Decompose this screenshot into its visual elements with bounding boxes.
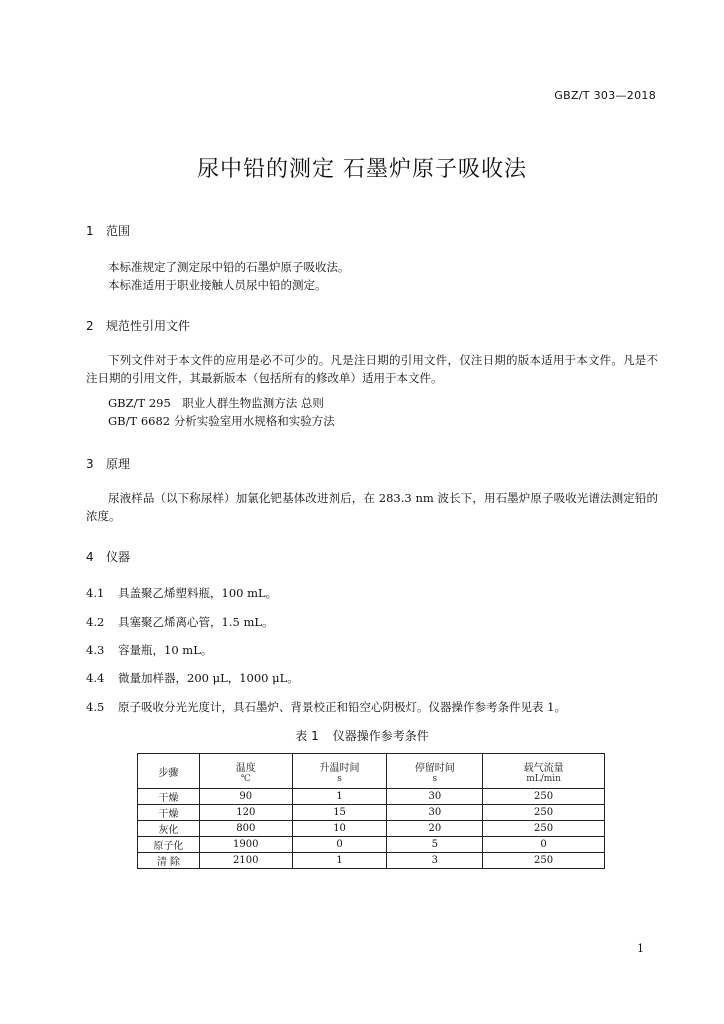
column-unit: s	[337, 773, 342, 784]
instrument-item	[86, 670, 299, 686]
table-cell: 20	[387, 821, 483, 837]
table-row	[138, 837, 605, 853]
table-cell: 1	[292, 853, 387, 869]
section-title: 范围	[106, 224, 131, 238]
item-number: 4.4	[86, 671, 105, 685]
instrument-item	[86, 699, 566, 715]
table-cell: 干燥	[138, 789, 200, 805]
normative-references-paragraph: 下列文件对于本文件的应用是必不可少的。凡是注日期的引用文件，仅注日期的版本适用于本文件。凡是不注日期的引用文件，其最新版本（包括所有的修改单）适用于本文件。	[86, 353, 658, 385]
section-title: 原理	[106, 457, 131, 471]
item-number: 4.5	[86, 700, 105, 714]
item-text: 具盖聚乙烯塑料瓶，100 mL。	[118, 586, 278, 600]
scope-line-1: 本标准规定了测定尿中铅的石墨炉原子吸收法。	[108, 260, 350, 274]
section-number: 1	[86, 224, 94, 238]
instrument-conditions-table	[137, 753, 605, 869]
instrument-item	[86, 585, 277, 601]
item-number: 4.2	[86, 615, 105, 629]
column-header	[138, 754, 200, 789]
section-title: 仪器	[106, 550, 131, 564]
table-cell: 0	[292, 837, 387, 853]
table-cell: 干燥	[138, 805, 200, 821]
table-cell: 3	[387, 853, 483, 869]
section-3-heading	[86, 455, 130, 472]
column-unit: s	[432, 773, 438, 784]
column-unit: ℃	[240, 773, 251, 784]
table-cell: 清 除	[138, 853, 200, 869]
table-cell: 原子化	[138, 837, 200, 853]
reference-item-1: GBZ/T 295 职业人群生物监测方法 总则	[108, 396, 324, 410]
table-cell: 1900	[199, 837, 292, 853]
column-header	[483, 754, 605, 789]
table-row	[138, 789, 605, 805]
table-cell: 250	[483, 853, 605, 869]
reference-item-2: GB/T 6682 分析实验室用水规格和实验方法	[108, 414, 335, 428]
column-label: 载气流量	[523, 762, 564, 774]
table-caption-text: 仪器操作参考条件	[332, 729, 429, 743]
table-header-row	[138, 754, 605, 789]
instrument-item	[86, 642, 212, 658]
item-number: 4.3	[86, 643, 105, 657]
item-number: 4.1	[86, 586, 105, 600]
page-number: 1	[637, 942, 644, 955]
table-cell: 250	[483, 805, 605, 821]
item-text: 具塞聚乙烯离心管，1.5 mL。	[118, 615, 274, 629]
table-caption	[0, 727, 724, 744]
table-cell: 2100	[199, 853, 292, 869]
table-cell: 800	[199, 821, 292, 837]
table-row	[138, 821, 605, 837]
table-cell: 10	[292, 821, 387, 837]
standard-code: GBZ/T 303—2018	[554, 89, 656, 102]
section-2-heading	[86, 317, 190, 334]
section-number: 2	[86, 319, 94, 333]
table-cell: 250	[483, 789, 605, 805]
table-cell: 5	[387, 837, 483, 853]
table-cell: 30	[387, 805, 483, 821]
section-number: 3	[86, 457, 94, 471]
column-label: 停留时间	[414, 762, 455, 774]
column-unit: mL/min	[526, 773, 561, 784]
table-cell: 灰化	[138, 821, 200, 837]
table-cell: 15	[292, 805, 387, 821]
table-cell: 120	[199, 805, 292, 821]
column-header	[292, 754, 387, 789]
table-cell: 0	[483, 837, 605, 853]
column-label: 步骤	[158, 767, 179, 779]
item-text: 原子吸收分光光度计，具石墨炉、背景校正和铅空心阴极灯。仪器操作参考条件见表 1。	[118, 700, 566, 714]
table-cell: 90	[199, 789, 292, 805]
table-row	[138, 853, 605, 869]
table-cell: 30	[387, 789, 483, 805]
section-1-heading	[86, 222, 130, 239]
table-cell: 250	[483, 821, 605, 837]
item-text: 微量加样器，200 μL，1000 μL。	[118, 671, 299, 685]
scope-line-2: 本标准适用于职业接触人员尿中铅的测定。	[108, 278, 327, 292]
column-label: 升温时间	[319, 762, 360, 774]
table-caption-number: 表 1	[295, 729, 319, 743]
document-title: 尿中铅的测定 石墨炉原子吸收法	[197, 157, 527, 182]
table-row	[138, 805, 605, 821]
item-text: 容量瓶，10 mL。	[118, 643, 213, 657]
table-cell: 1	[292, 789, 387, 805]
principle-paragraph: 尿液样品（以下称尿样）加氯化钯基体改进剂后，在 283.3 nm 波长下，用石墨炉原子吸收光谱法测定铅的浓度。	[86, 491, 658, 523]
section-title: 规范性引用文件	[106, 319, 191, 333]
column-header	[199, 754, 292, 789]
column-label: 温度	[235, 762, 256, 774]
section-4-heading	[86, 548, 130, 565]
instrument-item	[86, 614, 274, 630]
section-number: 4	[86, 550, 94, 564]
column-header	[387, 754, 483, 789]
